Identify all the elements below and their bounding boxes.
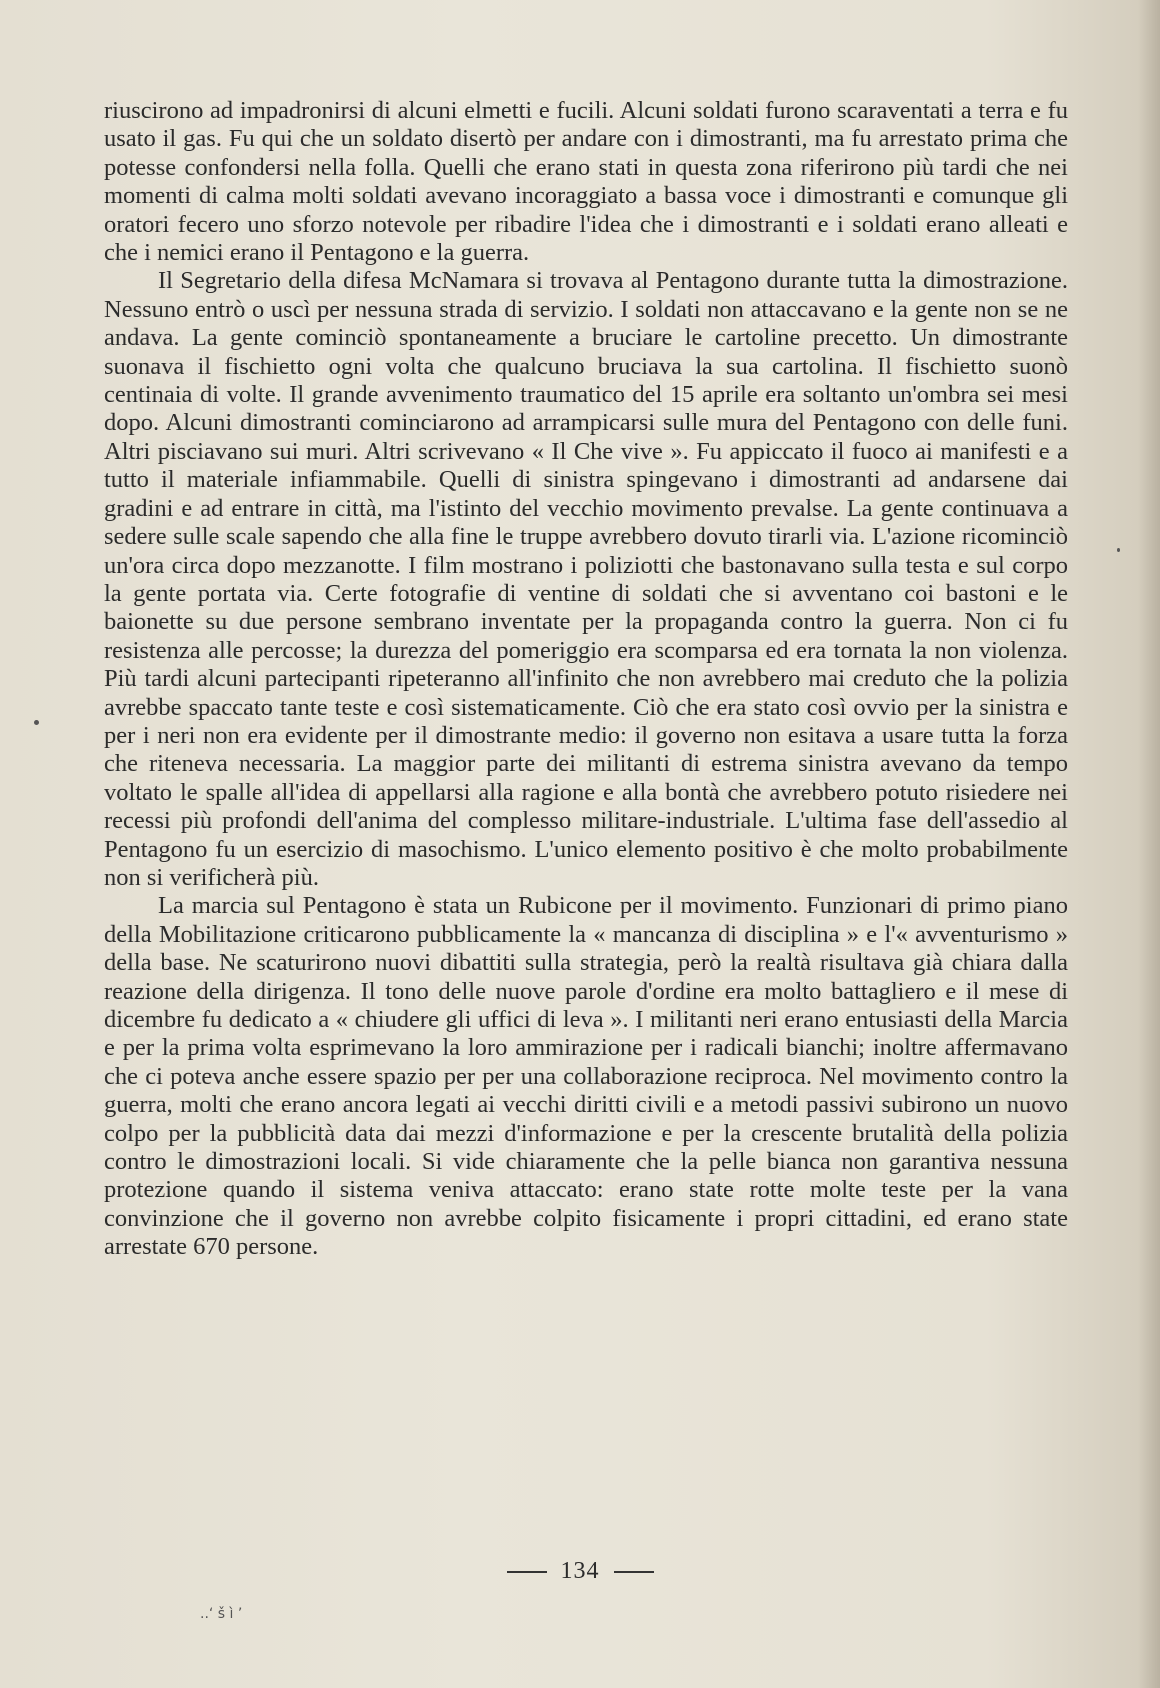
paragraph-2: Il Segretario della difesa McNamara si trovava al Pentagono durante tutta la dimostrazione. Nessuno entrò o uscì per nessuna strada di servizio. I soldati non attaccavano e la gente non se ne andava. La gente cominciò spontaneamente a bruciare le cartoline precetto. Un dimostrante suonava il fischietto ogni volta che qualcuno bruciava la sua cartolina. Il fischietto suonò centinaia di volte. Il grande avvenimento traumatico del 15 aprile era soltanto un'ombra sei mesi dopo. Alcuni dimostranti cominciarono ad arrampicarsi sulle mura del Pentagono con delle funi. Altri pisciavano sui muri. Altri scrivevano « Il Che vive ». Fu appiccato il fuoco ai manifesti e a tutto il materiale infiammabile. Quelli di sinistra spingevano i dimostranti ad andarsene dai gradini e ad entrare in città, ma l'istinto del vecchio movimento prevalse. La gente continuava a sedere sulle scale sapendo che alla fine le truppe avrebbero dovuto tirarli via. L'azione ricominciò un'ora circa dopo mezzanotte. I film mostrano i poliziotti che bastonavano sulla testa e sul corpo la gente portata via. Certe fotografie di ventine di soldati che si avventano coi bastoni e le baionette su due persone sembrano inventate per la propaganda contro la guerra. Non ci fu resistenza alle percosse; la durezza del pomeriggio era scomparsa ed era tornata la non violenza. Più tardi alcuni partecipanti ripeteranno all'infinito che non avrebbero mai creduto che la polizia avrebbe spaccato tante teste e così sistematicamente. Ciò che era stato così ovvio per la sinistra e per i neri non era evidente per il dimostrante medio: il governo non esitava a usare tutta la forza che riteneva necessaria. La maggior parte dei militanti di estrema sinistra avevano da tempo voltato le spalle all'idea di appellarsi alla ragione e alla bontà che avrebbero potuto risiedere nei recessi più profondi dell'anima del complesso militare-industriale. L'ultima fase dell'assedio al Pentagono fu un esercizio di masochismo. L'unico elemento positivo è che molto probabilmente non si verificherà più. xyxy=(104,267,1068,891)
right-dash xyxy=(614,1571,654,1573)
scan-speck xyxy=(34,720,39,725)
bottom-scan-mark: ..‘ š ì ’ xyxy=(200,1606,243,1622)
paragraph-1: riuscirono ad impadronirsi di alcuni elmetti e fucili. Alcuni soldati furono scaraventati a terra e fu usato il gas. Fu qui che un soldato disertò per andare con i dimostranti, ma fu arrestato prima che potesse confondersi nella folla. Quelli che erano stati in questa zona riferirono più tardi che nei momenti di calma molti soldati avevano incoraggiato a bassa voce i dimostranti e comunque gli oratori fecero uno sforzo notevole per ribadire l'idea che i dimostranti e i soldati erano alleati e che i nemici erano il Pentagono e la guerra. xyxy=(104,97,1068,267)
paragraph-3: La marcia sul Pentagono è stata un Rubicone per il movimento. Funzionari di primo piano della Mobilitazione criticarono pubblicamente la « mancanza di disciplina » e l'« avventurismo » della base. Ne scaturirono nuovi dibattiti sulla strategia, però la realtà risultava già chiara dalla reazione della dirigenza. Il tono delle nuove parole d'ordine era molto battagliero e il mese di dicembre fu dedicato a « chiudere gli uffici di leva ». I militanti neri erano entusiasti della Marcia e per la prima volta esprimevano la loro ammirazione per i radicali bianchi; inoltre affermavano che ci poteva anche essere spazio per per una collaborazione reciproca. Nel movimento contro la guerra, molti che erano ancora legati ai vecchi diritti civili e a metodi passivi subirono un nuovo colpo per la pubblicità data dai mezzi d'informazione e per la crescente brutalità della polizia contro le dimostrazioni locali. Si vide chiaramente che la pelle bianca non garantiva nessuna protezione quando il sistema veniva attaccato: erano state rotte molte teste per la vana convinzione che il governo non avrebbe colpito fisicamente i propri cittadini, ed erano state arrestate 670 persone. xyxy=(104,892,1068,1261)
left-dash xyxy=(507,1571,547,1573)
page-number: 134 xyxy=(560,1558,600,1584)
scan-speck xyxy=(1117,548,1120,552)
page-number-line xyxy=(0,1558,1160,1585)
body-text xyxy=(104,97,1068,1262)
